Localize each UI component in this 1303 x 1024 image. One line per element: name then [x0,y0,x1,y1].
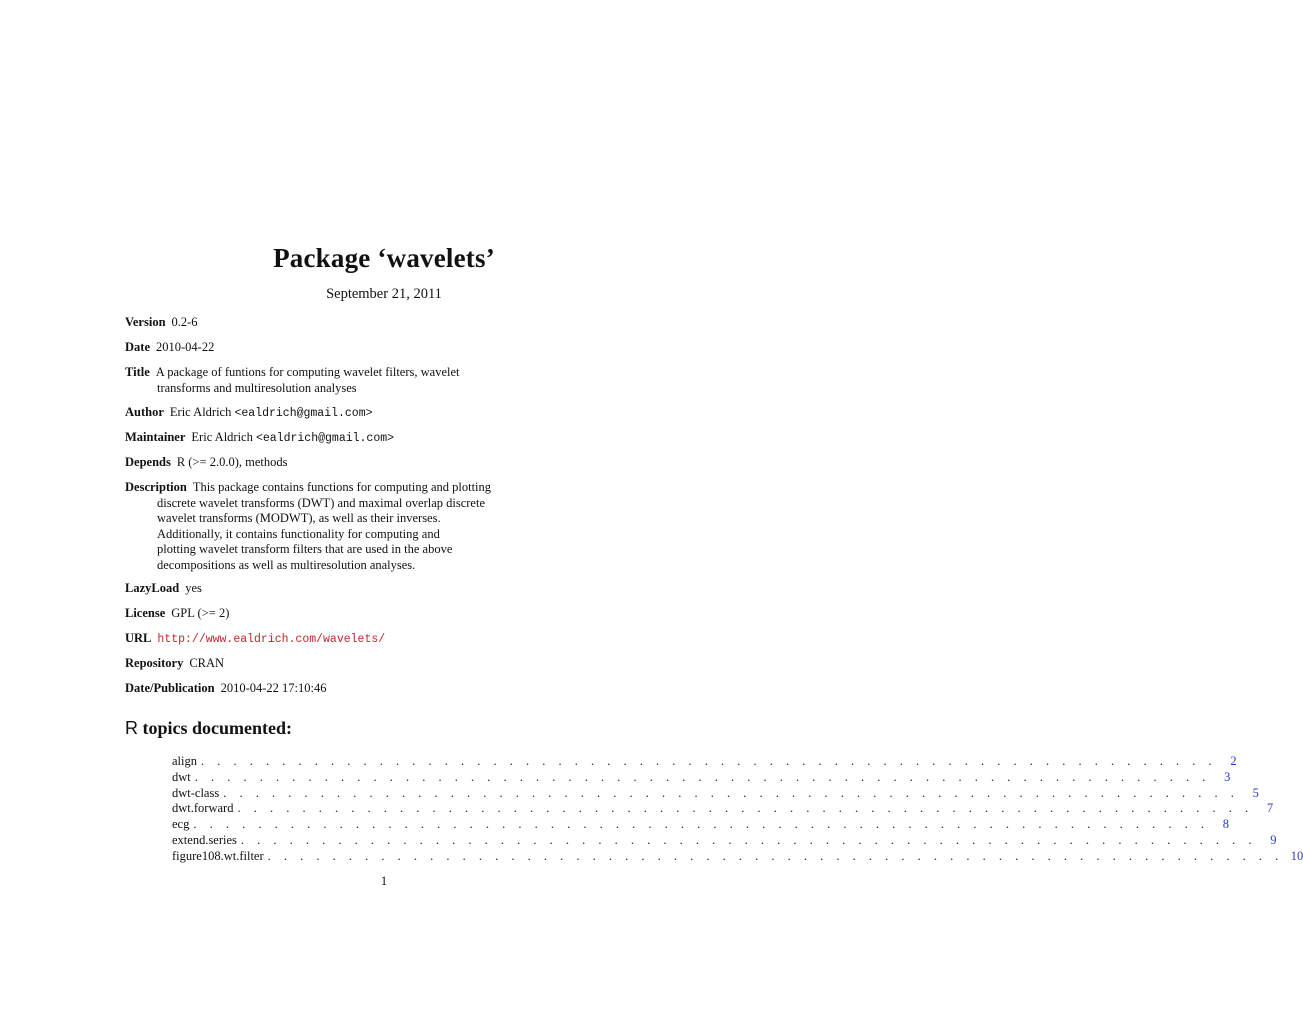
field-key: Version [125,315,166,329]
field-lazyload [125,581,525,597]
toc-entry-name[interactable]: dwt.forward [172,801,234,816]
table-of-contents [172,754,1303,865]
field-key: Depends [125,455,171,469]
field-key: Date/Publication [125,681,215,695]
field-depends [125,455,525,471]
field-license [125,606,525,622]
field-key: Maintainer [125,430,186,444]
field-description [125,480,545,573]
toc-entry[interactable] [172,754,1237,770]
toc-heading-text: topics documented: [138,718,292,738]
description-line: This package contains functions for computing and plotting [192,480,492,494]
field-repository [125,656,525,672]
toc-entry-name[interactable]: figure108.wt.filter [172,848,264,863]
field-date-publication [125,681,525,697]
field-value: CRAN [189,656,225,670]
description-line: discrete wavelet transforms (DWT) and maximal overlap discrete [157,495,485,510]
page-number: 1 [380,874,388,888]
maintainer-name: Eric Aldrich [191,430,253,444]
toc-page-link[interactable]: 2 [1230,754,1237,768]
field-key: Author [125,405,164,419]
field-value: 0.2-6 [171,315,198,329]
author-email: <ealdrich@gmail.com> [234,407,373,420]
description-line: plotting wavelet transform filters that are used in the above [157,542,453,556]
field-value: A package of funtions for computing wavelet filters, wavelet [155,365,460,379]
toc-leader-dots: . . . . . . . . . . . . . . . . . . . . . . . . . . . . . . . . . . . . . . . . . . . . . . . . . . . . . . . . . . . . . . . [194,769,1211,784]
publication-date: September 21, 2011 [326,286,442,302]
url-link[interactable]: http://www.ealdrich.com/wavelets/ [157,633,386,646]
description-line: wavelet transforms (MODWT), as well as their inverses. [157,511,441,525]
toc-entry[interactable] [172,785,1259,802]
toc-heading-r: R [125,718,138,738]
field-value: GPL (>= 2) [171,606,230,620]
toc-leader-dots: . . . . . . . . . . . . . . . . . . . . . . . . . . . . . . . . . . . . . . . . . . . . . . . . . . . . . . . . . . . . . . . [240,832,1257,847]
toc-entry[interactable] [172,817,1229,833]
toc-page-link[interactable]: 7 [1266,801,1274,816]
field-maintainer [125,430,525,447]
field-version [125,315,525,331]
toc-entry-name[interactable]: extend.series [172,832,237,847]
field-value: yes [185,581,202,595]
toc-entry-name[interactable]: dwt [172,769,191,784]
description-line: Additionally, it contains functionality for computing and [157,526,440,541]
toc-page-link[interactable]: 5 [1252,785,1259,800]
page-title: Package ‘wavelets’ [273,243,495,273]
toc-page-link[interactable]: 3 [1224,769,1231,784]
toc-entry-name[interactable]: align [172,754,197,768]
maintainer-email: <ealdrich@gmail.com> [256,432,395,445]
field-key: Title [125,365,150,379]
toc-entry[interactable] [172,801,1274,817]
field-author [125,405,525,422]
field-url [125,631,525,648]
toc-leader-dots: . . . . . . . . . . . . . . . . . . . . . . . . . . . . . . . . . . . . . . . . . . . . . . . . . . . . . . . . . . . . . . . [193,817,1209,832]
toc-page-link[interactable]: 8 [1222,817,1229,832]
toc-page-link[interactable]: 10 [1290,848,1303,863]
toc-entry[interactable] [172,769,1231,786]
field-key: Date [125,340,150,354]
toc-entry-name[interactable]: dwt-class [172,785,220,800]
toc-entry-name[interactable]: ecg [172,817,190,832]
toc-leader-dots: . . . . . . . . . . . . . . . . . . . . . . . . . . . . . . . . . . . . . . . . . . . . . . . . . . . . . . . . . . . . . . . [237,801,1254,816]
toc-leader-dots: . . . . . . . . . . . . . . . . . . . . . . . . . . . . . . . . . . . . . . . . . . . . . . . . . . . . . . . . . . . . . . . [201,754,1217,768]
description-line: decompositions as well as multiresolution analyses. [157,557,416,572]
field-key: License [125,606,166,620]
field-key: LazyLoad [125,581,180,595]
toc-page-link[interactable]: 9 [1270,832,1277,847]
field-value: 2010-04-22 17:10:46 [220,681,327,695]
toc-leader-dots: . . . . . . . . . . . . . . . . . . . . . . . . . . . . . . . . . . . . . . . . . . . . . . . . . . . . . . . . . . . . . . . [267,848,1284,863]
field-key: URL [125,631,152,645]
field-key: Description [125,480,187,494]
field-value: R (>= 2.0.0), methods [176,455,288,469]
toc-entry[interactable] [172,848,1303,865]
field-title [125,365,525,396]
author-name: Eric Aldrich [169,405,232,419]
field-value-continuation: transforms and multiresolution analyses [157,380,357,395]
field-date [125,340,525,356]
field-value: 2010-04-22 [156,340,215,354]
toc-entry[interactable] [172,832,1277,849]
field-key: Repository [125,656,184,670]
toc-leader-dots: . . . . . . . . . . . . . . . . . . . . . . . . . . . . . . . . . . . . . . . . . . . . . . . . . . . . . . . . . . . . . . . [223,785,1239,800]
toc-heading [125,718,292,739]
